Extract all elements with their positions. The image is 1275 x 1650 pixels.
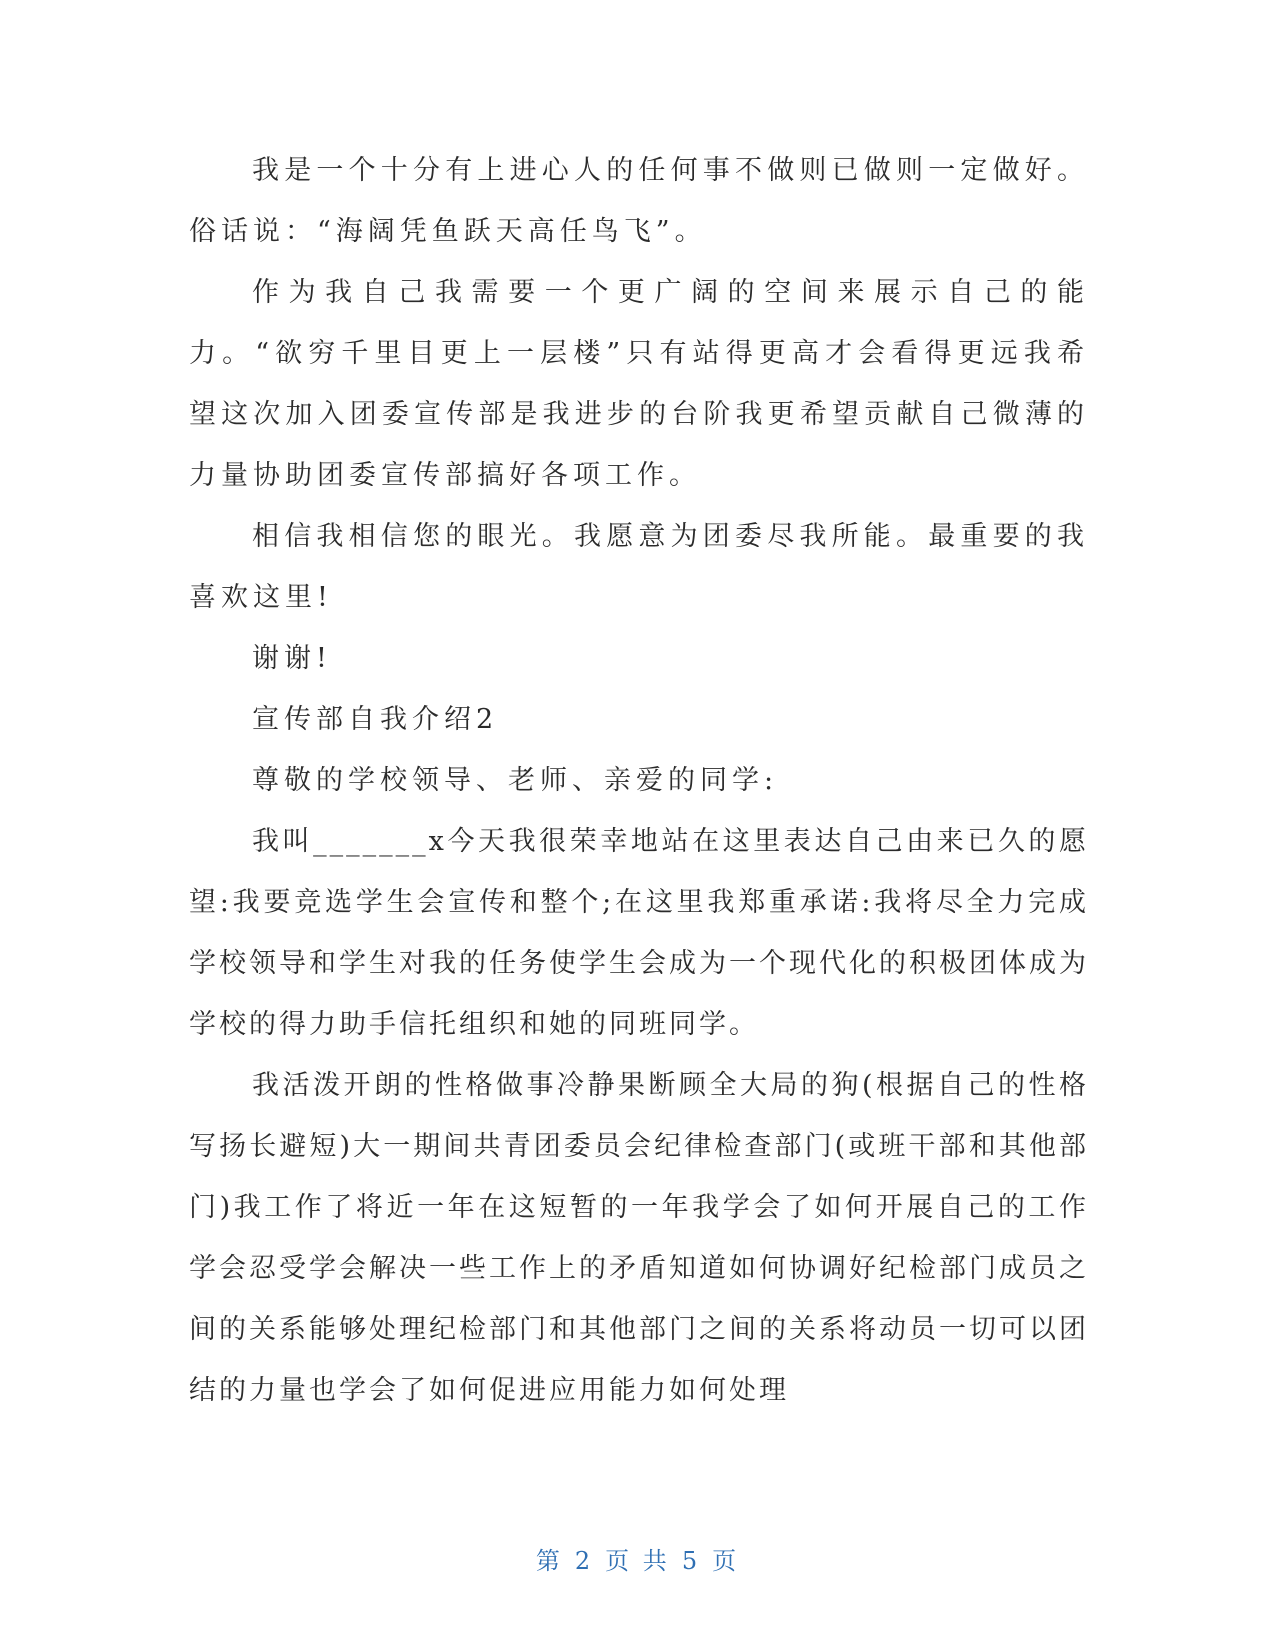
footer-total-pages: 5 [681, 1547, 701, 1575]
paragraph-3: 相信我相信您的眼光。我愿意为团委尽我所能。最重要的我喜欢这里! [189, 521, 1089, 613]
footer-middle: 页 共 [605, 1547, 670, 1575]
footer-prefix: 第 [535, 1547, 563, 1575]
page-footer [0, 1541, 1275, 1576]
paragraph-1: 我是一个十分有上进心人的任何事不做则已做则一定做好。俗话说：“海阔凭鱼跃天高任鸟飞”。 [189, 155, 1089, 247]
paragraph-5: 我叫_______x今天我很荣幸地站在这里表达自己由来已久的愿望:我要竞选学生会宣传和整个;在这里我郑重承诺:我将尽全力完成学校领导和学生对我的任务使学生会成为一个现代化的积极团体成为学校的得力助手信托组织和她的同班同学。 [189, 826, 1089, 1040]
footer-page-number: 2 [574, 1547, 594, 1575]
paragraph-thanks: 谢谢! [252, 643, 332, 674]
document-body [189, 140, 1089, 1421]
paragraph-2: 作为我自己我需要一个更广阔的空间来展示自己的能力。“欲穷千里目更上一层楼”只有站得更高才会看得更远我希望这次加入团委宣传部是我进步的台阶我更希望贡献自己微薄的力量协助团委宣传部搞好各项工作。 [189, 277, 1089, 491]
section-heading: 宣传部自我介绍2 [252, 704, 499, 735]
footer-suffix: 页 [712, 1547, 740, 1575]
salutation: 尊敬的学校领导、老师、亲爱的同学: [252, 765, 779, 796]
paragraph-6: 我活泼开朗的性格做事冷静果断顾全大局的狗(根据自己的性格写扬长避短)大一期间共青团委员会纪律检查部门(或班干部和其他部门)我工作了将近一年在这短暂的一年我学会了如何开展自己的工作学会忍受学会解决一些工作上的矛盾知道如何协调好纪检部门成员之间的关系能够处理纪检部门和其他部门之间的关系将动员一切可以团结的力量也学会了如何促进应用能力如何处理 [189, 1070, 1089, 1406]
